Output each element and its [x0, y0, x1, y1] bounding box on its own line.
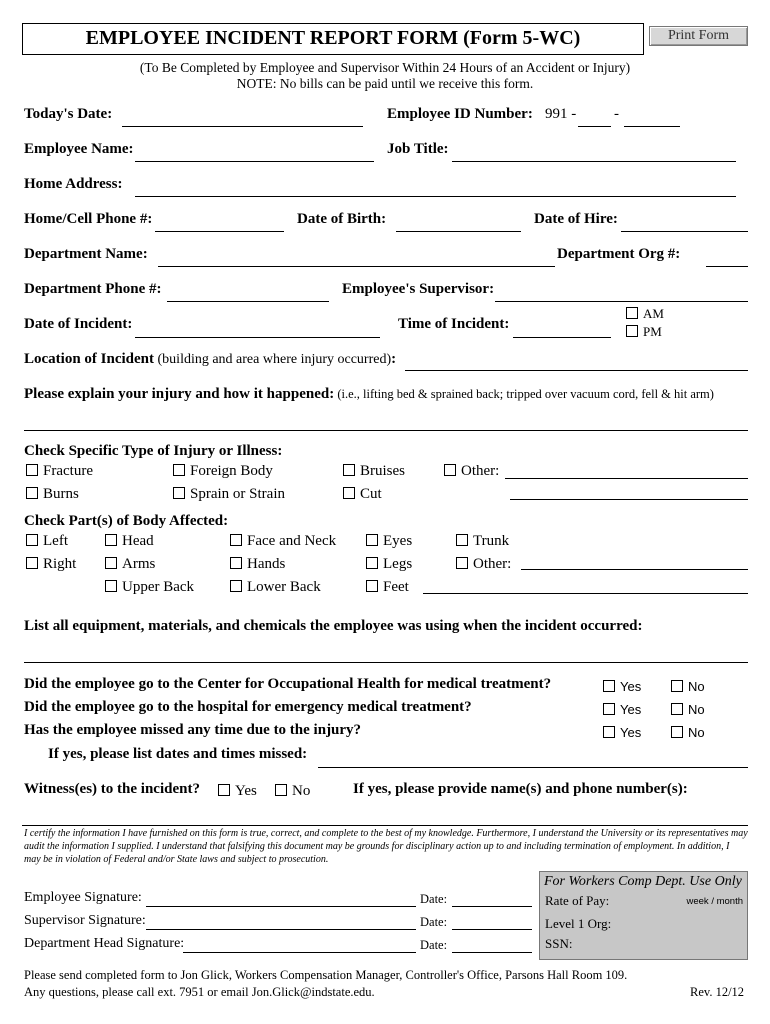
- injury-other-label: Other:: [461, 463, 500, 479]
- todays-date-label: Today's Date:: [24, 106, 113, 122]
- location-label-colon: :: [391, 351, 397, 367]
- q1-no-checkbox[interactable]: [671, 680, 683, 692]
- body-other-field[interactable]: [521, 569, 748, 570]
- upper-back-option[interactable]: [105, 579, 194, 596]
- body-other-option[interactable]: [456, 556, 511, 573]
- footer-send-instructions: Please send completed form to Jon Glick, Workers Compensation Manager, Controller's Office, Parsons Hall Room 109.: [24, 968, 628, 982]
- right-checkbox[interactable]: [26, 557, 38, 569]
- sprain-label: Sprain or Strain: [190, 486, 285, 502]
- dept-head-date-field[interactable]: [452, 952, 532, 953]
- witness-yes-option[interactable]: [218, 783, 257, 800]
- am-label: AM: [643, 306, 664, 321]
- bruises-label: Bruises: [360, 463, 405, 479]
- body-other-checkbox[interactable]: [456, 557, 468, 569]
- left-checkbox[interactable]: [26, 534, 38, 546]
- eyes-checkbox[interactable]: [366, 534, 378, 546]
- burns-option[interactable]: [26, 486, 79, 503]
- head-option[interactable]: [105, 533, 154, 550]
- level1-org-label: Level 1 Org:: [545, 916, 612, 931]
- time-of-incident-field[interactable]: [513, 337, 611, 338]
- date-of-hire-field[interactable]: [621, 231, 748, 232]
- q2-no-label: No: [688, 702, 705, 717]
- feet-option[interactable]: [366, 579, 409, 596]
- trunk-label: Trunk: [473, 533, 510, 549]
- equipment-label: List all equipment, materials, and chemicals the employee was using when the incident occurred:: [24, 618, 643, 634]
- employee-id-separator: -: [614, 106, 619, 122]
- q3-no-label: No: [688, 725, 705, 740]
- burns-checkbox[interactable]: [26, 487, 38, 499]
- location-field[interactable]: [405, 370, 748, 371]
- employee-id-label: Employee ID Number:: [387, 106, 533, 122]
- left-option[interactable]: [26, 533, 68, 550]
- bruises-option[interactable]: [343, 463, 405, 480]
- witness-no-checkbox[interactable]: [275, 784, 287, 796]
- employee-signature-field[interactable]: [146, 906, 416, 907]
- form-subtitle-instructions: (To Be Completed by Employee and Supervisor Within 24 Hours of an Accident or Injury): [139, 60, 631, 75]
- foreign-body-checkbox[interactable]: [173, 464, 185, 476]
- supervisor-signature-label: Supervisor Signature:: [24, 913, 146, 928]
- pm-label: PM: [643, 324, 662, 339]
- q1-no-option[interactable]: [671, 679, 705, 694]
- foreign-body-label: Foreign Body: [190, 463, 273, 479]
- revision-label: Rev. 12/12: [690, 985, 745, 999]
- witness-followup-label: If yes, please provide name(s) and phone number(s):: [353, 781, 688, 797]
- am-checkbox[interactable]: [626, 307, 638, 319]
- department-org-label: Department Org #:: [557, 246, 681, 262]
- fracture-label: Fracture: [43, 463, 93, 479]
- explain-field[interactable]: [24, 430, 748, 431]
- hands-checkbox[interactable]: [230, 557, 242, 569]
- employee-id-part2-field[interactable]: [624, 126, 680, 127]
- q2-yes-option[interactable]: [603, 702, 641, 717]
- equipment-field[interactable]: [24, 662, 748, 663]
- lower-back-option[interactable]: [230, 579, 321, 596]
- rate-unit-label: week / month: [686, 896, 743, 907]
- question-missed-time: Has the employee missed any time due to the injury?: [24, 722, 362, 738]
- department-name-label: Department Name:: [24, 246, 148, 262]
- q1-yes-option[interactable]: [603, 679, 641, 694]
- pm-option[interactable]: [626, 324, 662, 340]
- dept-head-signature-label: Department Head Signature:: [24, 936, 185, 951]
- hands-option[interactable]: [230, 556, 285, 573]
- sprain-option[interactable]: [173, 486, 285, 503]
- head-label: Head: [122, 533, 154, 549]
- rate-of-pay-label: Rate of Pay:: [545, 893, 610, 908]
- q3-yes-label: Yes: [620, 725, 642, 740]
- job-title-label: Job Title:: [387, 141, 449, 157]
- face-neck-option[interactable]: [230, 533, 336, 550]
- fracture-option[interactable]: [26, 463, 93, 480]
- feet-label: Feet: [383, 579, 409, 595]
- employee-id-prefix: 991 -: [545, 106, 577, 122]
- employee-name-label: Employee Name:: [24, 141, 134, 157]
- explain-label-hint: (i.e., lifting bed & sprained back; tripped over vacuum cord, fell & hit arm): [334, 387, 714, 401]
- feet-checkbox[interactable]: [366, 580, 378, 592]
- form-subtitle-note: NOTE: No bills can be paid until we receive this form.: [236, 76, 534, 91]
- upper-back-checkbox[interactable]: [105, 580, 117, 592]
- burns-label: Burns: [43, 486, 79, 502]
- time-of-incident-label: Time of Incident:: [398, 316, 510, 332]
- right-label: Right: [43, 556, 77, 572]
- legs-label: Legs: [383, 556, 413, 572]
- legs-option[interactable]: [366, 556, 412, 573]
- witness-no-label: No: [292, 783, 311, 799]
- location-label-bold: Location of Incident: [24, 351, 155, 367]
- q3-no-checkbox[interactable]: [671, 726, 683, 738]
- injury-other-checkbox[interactable]: [444, 464, 456, 476]
- witness-yes-label: Yes: [235, 783, 257, 799]
- legs-checkbox[interactable]: [366, 557, 378, 569]
- date-of-hire-label: Date of Hire:: [534, 211, 618, 227]
- q1-no-label: No: [688, 679, 705, 694]
- form-title: EMPLOYEE INCIDENT REPORT FORM (Form 5-WC): [85, 27, 581, 49]
- office-use-box: [539, 871, 748, 960]
- date-of-birth-field[interactable]: [396, 231, 521, 232]
- explain-label-bold: Please explain your injury and how it happened:: [24, 386, 335, 402]
- pm-checkbox[interactable]: [626, 325, 638, 337]
- q3-yes-checkbox[interactable]: [603, 726, 615, 738]
- right-option[interactable]: [26, 556, 76, 573]
- upper-back-label: Upper Back: [122, 579, 195, 595]
- supervisor-date-field[interactable]: [452, 929, 532, 930]
- supervisor-signature-field[interactable]: [146, 929, 416, 930]
- job-title-field[interactable]: [452, 161, 736, 162]
- witness-label: Witness(es) to the incident?: [24, 781, 200, 797]
- face-neck-checkbox[interactable]: [230, 534, 242, 546]
- divider-line: [22, 825, 748, 826]
- date-of-birth-label: Date of Birth:: [297, 211, 387, 227]
- employee-signature-label: Employee Signature:: [24, 890, 142, 905]
- left-label: Left: [43, 533, 68, 549]
- print-form-button[interactable]: Print Form: [649, 26, 748, 46]
- employee-date-field[interactable]: [452, 906, 532, 907]
- supervisor-field[interactable]: [495, 301, 748, 302]
- cut-label: Cut: [360, 486, 382, 502]
- cut-checkbox[interactable]: [343, 487, 355, 499]
- q2-no-option[interactable]: [671, 702, 705, 717]
- lower-back-label: Lower Back: [247, 579, 321, 595]
- injury-other-field-2[interactable]: [510, 499, 748, 500]
- missed-dates-label: If yes, please list dates and times missed:: [48, 746, 308, 762]
- location-label: [24, 351, 396, 368]
- date-of-incident-field[interactable]: [135, 337, 380, 338]
- office-use-title: For Workers Comp Dept. Use Only: [544, 874, 742, 889]
- ssn-label: SSN:: [545, 936, 573, 951]
- department-phone-field[interactable]: [167, 301, 329, 302]
- lower-back-checkbox[interactable]: [230, 580, 242, 592]
- injury-other-field[interactable]: [505, 478, 748, 479]
- employee-date-label: Date:: [420, 892, 448, 906]
- q2-yes-checkbox[interactable]: [603, 703, 615, 715]
- home-address-label: Home Address:: [24, 176, 123, 192]
- body-other-label: Other:: [473, 556, 512, 572]
- q1-yes-label: Yes: [620, 679, 642, 694]
- arms-option[interactable]: [105, 556, 155, 573]
- date-of-incident-label: Date of Incident:: [24, 316, 133, 332]
- todays-date-field[interactable]: [122, 126, 363, 127]
- injury-other-option[interactable]: [444, 463, 499, 480]
- supervisor-label: Employee's Supervisor:: [342, 281, 495, 297]
- dept-head-date-label: Date:: [420, 938, 448, 952]
- home-phone-label: Home/Cell Phone #:: [24, 211, 153, 227]
- body-parts-heading: Check Part(s) of Body Affected:: [24, 513, 229, 529]
- cut-option[interactable]: [343, 486, 382, 503]
- footer-contact: Any questions, please call ext. 7951 or email Jon.Glick@indstate.edu.: [24, 985, 375, 999]
- employee-name-field[interactable]: [135, 161, 374, 162]
- eyes-option[interactable]: [366, 533, 412, 550]
- employee-id-part1-field[interactable]: [578, 126, 611, 127]
- head-checkbox[interactable]: [105, 534, 117, 546]
- department-phone-label: Department Phone #:: [24, 281, 162, 297]
- q3-no-option[interactable]: [671, 725, 705, 740]
- location-label-hint: (building and area where injury occurred): [154, 352, 392, 367]
- q1-yes-checkbox[interactable]: [603, 680, 615, 692]
- q3-yes-option[interactable]: [603, 725, 641, 740]
- injury-type-heading: Check Specific Type of Injury or Illness:: [24, 443, 283, 459]
- sprain-checkbox[interactable]: [173, 487, 185, 499]
- explain-label: [24, 386, 714, 403]
- q2-yes-label: Yes: [620, 702, 642, 717]
- home-address-field[interactable]: [135, 196, 736, 197]
- foreign-body-option[interactable]: [173, 463, 273, 480]
- department-org-field[interactable]: [706, 266, 748, 267]
- trunk-checkbox[interactable]: [456, 534, 468, 546]
- face-neck-label: Face and Neck: [247, 533, 337, 549]
- bruises-checkbox[interactable]: [343, 464, 355, 476]
- arms-checkbox[interactable]: [105, 557, 117, 569]
- dept-head-signature-field[interactable]: [183, 952, 416, 953]
- fracture-checkbox[interactable]: [26, 464, 38, 476]
- witness-no-option[interactable]: [275, 783, 310, 800]
- home-phone-field[interactable]: [155, 231, 284, 232]
- missed-dates-field[interactable]: [318, 767, 748, 768]
- q2-no-checkbox[interactable]: [671, 703, 683, 715]
- question-hospital: Did the employee go to the hospital for emergency medical treatment?: [24, 699, 472, 715]
- arms-label: Arms: [122, 556, 156, 572]
- witness-yes-checkbox[interactable]: [218, 784, 230, 796]
- body-other-field-2[interactable]: [423, 593, 748, 594]
- certification-text: I certify the information I have furnished on this form is true, correct, and complete to the best of my knowledge. Furthermore, I understand the University or its representatives may audit the information I supplied. I understand that falsifying this document may be grounds for disciplinary action up to and including termination of employment. In addition, I may be in violation of Federal and/or State laws and subject to prosecution.: [24, 828, 748, 865]
- question-occ-health: Did the employee go to the Center for Occupational Health for medical treatment?: [24, 676, 552, 692]
- am-option[interactable]: [626, 306, 664, 322]
- supervisor-date-label: Date:: [420, 915, 448, 929]
- hands-label: Hands: [247, 556, 286, 572]
- department-name-field[interactable]: [158, 266, 555, 267]
- trunk-option[interactable]: [456, 533, 509, 550]
- eyes-label: Eyes: [383, 533, 413, 549]
